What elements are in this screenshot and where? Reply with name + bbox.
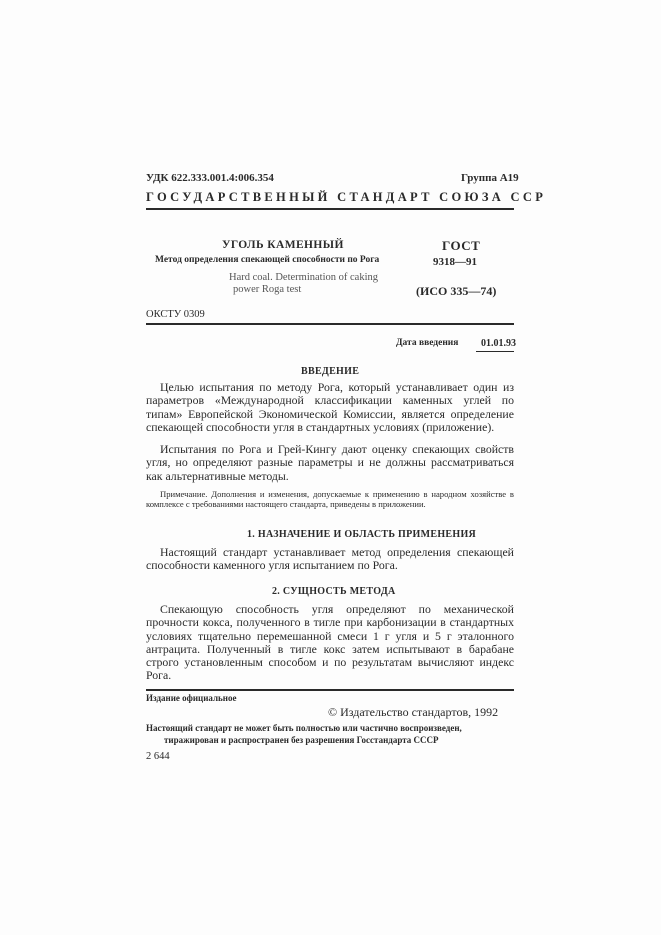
introduction-heading: ВВЕДЕНИЕ <box>301 366 360 377</box>
group-code: Группа А19 <box>461 172 519 184</box>
intro-date-underline <box>476 351 514 352</box>
header-rule <box>146 208 514 210</box>
okstu-code: ОКСТУ 0309 <box>146 309 205 320</box>
document-name: УГОЛЬ КАМЕННЫЙ <box>222 239 344 251</box>
english-title-line2: power Roga test <box>233 284 302 295</box>
introduction-paragraph-1: Целью испытания по методу Рога, который устанавливает один из параметров «Международной классификации каменных углей по типам» Европейской Экономической Комиссии, является определение спекающей способности угля в стандартных условиях (приложение). <box>146 380 514 434</box>
iso-reference: (ИСО 335—74) <box>416 284 497 298</box>
section-1-text: Настоящий стандарт устанавливает метод определения спекающей способности каменного угля испытанием по Рога. <box>146 545 514 573</box>
intro-date-value: 01.01.93 <box>481 338 516 349</box>
footer-rule <box>146 689 514 691</box>
udk-code: УДК 622.333.001.4:006.354 <box>146 172 274 184</box>
standard-title: ГОСУДАРСТВЕННЫЙ СТАНДАРТ СОЮЗА ССР <box>146 190 547 204</box>
gost-number: 9318—91 <box>433 256 477 268</box>
introduction-note: Примечание. Дополнения и изменения, допускаемые к применению в народном хозяйстве в комплексе с требованиями настоящего стандарта, приведены в приложении. <box>146 489 514 510</box>
print-code: 2 644 <box>146 751 170 762</box>
intro-date-label: Дата введения <box>396 338 459 348</box>
gost-label: ГОСТ <box>442 238 481 253</box>
introduction-paragraph-2: Испытания по Рога и Грей-Кингу дают оценку спекающих свойств угля, но определяют разные параметры и не должны рассматриваться как альтернативные методы. <box>146 442 514 483</box>
edition-label: Издание официальное <box>146 693 237 703</box>
section-1-heading: 1. НАЗНАЧЕНИЕ И ОБЛАСТЬ ПРИМЕНЕНИЯ <box>247 529 477 540</box>
title-block-rule <box>146 323 514 325</box>
document-subtitle: Метод определения спекающей способности по Рога <box>155 255 380 265</box>
english-title-line1: Hard coal. Determination of caking <box>229 272 378 283</box>
section-2-heading: 2. СУЩНОСТЬ МЕТОДА <box>272 586 396 597</box>
reproduction-notice-line-2: тиражирован и распространен без разрешения Госстандарта СССР <box>164 735 439 745</box>
section-2-text: Спекающую способность угля определяют по механической прочности кокса, полученного в тигле при карбонизации в стандартных условиях тщательно перемешанной смеси 1 г угля и 5 г эталонного антрацита. Полученный в тигле кокс затем испытывают в барабане строго установленным способом и по результатам вычисляют индекс Рога. <box>146 602 514 683</box>
reproduction-notice-line-1: Настоящий стандарт не может быть полностью или частично воспроизведен, <box>146 723 462 733</box>
copyright-line: © Издательство стандартов, 1992 <box>328 705 499 719</box>
